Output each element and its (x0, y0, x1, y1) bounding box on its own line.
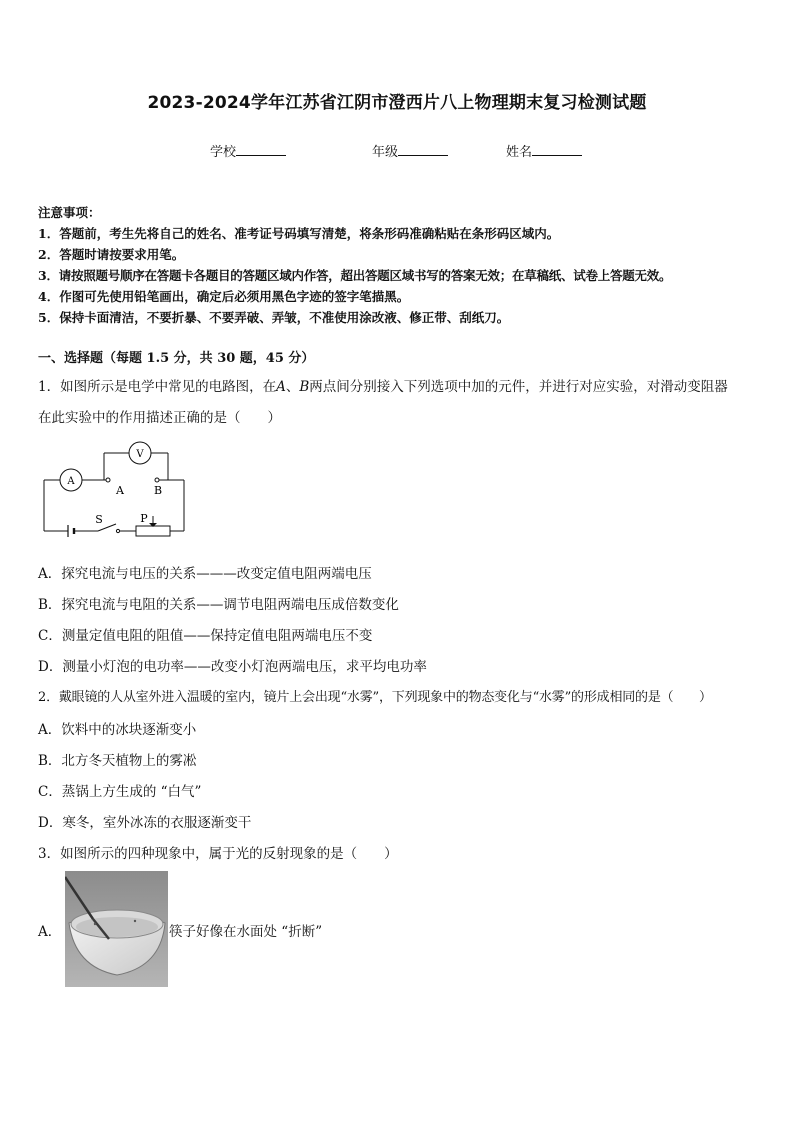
q1-text-post: 两点间分别接入下列选项中加的元件，并进行对应实验，对滑动变阻器 (309, 379, 728, 395)
school-blank (236, 141, 286, 156)
grade-blank (398, 141, 448, 156)
terminal-b (155, 478, 159, 482)
note-item: 3．请按照题号顺序在答题卡各题目的答题区域内作答，超出答题区域书写的答案无效；在草稿纸、试卷上答题无效。 (38, 268, 672, 283)
q1-option-a: A．探究电流与电压的关系———改变定值电阻两端电压 (38, 566, 372, 582)
q1-point-a: A (276, 379, 286, 395)
name-label: 姓名 (506, 145, 533, 160)
voltmeter-label: V (136, 449, 144, 460)
question-3-stem: 3．如图所示的四种现象中，属于光的反射现象的是（ ） (38, 846, 398, 862)
q1-option-c: C．测量定值电阻的阻值——保持定值电阻两端电压不变 (38, 628, 373, 644)
q1-text: 1．如图所示是电学中常见的电路图，在 (38, 379, 277, 395)
point-a-label: A (116, 484, 124, 497)
note-item: 1．答题前，考生先将自己的姓名、准考证号码填写清楚，将条形码准确粘贴在条形码区域内。 (38, 226, 560, 241)
switch-label: S (95, 513, 103, 526)
question-1-stem-line2: 在此实验中的作用描述正确的是（ ） (38, 410, 281, 426)
school-field (210, 141, 286, 160)
q2-option-c: C．蒸锅上方生成的 “白气” (38, 784, 202, 800)
q1-option-b: B．探究电流与电阻的关系——调节电阻两端电压成倍数变化 (38, 597, 399, 613)
ammeter-label: A (67, 476, 75, 487)
notes-heading: 注意事项： (38, 205, 101, 220)
question-2-stem: 2．戴眼镜的人从室外进入温暖的室内，镜片上会出现“水雾”，下列现象中的物态变化与“水雾”的形成相同的是（ ） (38, 690, 712, 705)
q1-option-d: D．测量小灯泡的电功率——改变小灯泡两端电压，求平均电功率 (38, 659, 427, 675)
q1-sep: 、 (285, 379, 300, 395)
page-title: 2023-2024学年江苏省江阴市澄西片八上物理期末复习检测试题 (147, 93, 647, 113)
circuit-diagram (36, 440, 186, 540)
note-item: 4．作图可先使用铅笔画出，确定后必须用黑色字迹的签字笔描黑。 (38, 289, 410, 304)
q2-option-a: A．饮料中的冰块逐渐变小 (38, 722, 197, 738)
grade-field (372, 141, 448, 160)
terminal-a (106, 478, 110, 482)
q2-option-b: B．北方冬天植物上的雾凇 (38, 753, 197, 769)
note-item: 5．保持卡面清洁，不要折暴、不要弄破、弄皱，不准使用涂改液、修正带、刮纸刀。 (38, 310, 510, 325)
q1-point-b: B (299, 379, 310, 395)
slider-label: P (140, 512, 148, 525)
name-blank (532, 141, 582, 156)
name-field (506, 141, 582, 160)
grade-label: 年级 (372, 145, 399, 160)
chopsticks-bowl-image (65, 871, 168, 987)
note-item: 2．答题时请按要求用笔。 (38, 247, 185, 262)
q3-option-a-label: A． (38, 924, 62, 940)
question-1-stem (38, 375, 728, 395)
section-heading: 一、选择题（每题 1.5 分，共 30 题，45 分） (38, 351, 315, 366)
school-label: 学校 (210, 145, 237, 160)
point-b-label: B (153, 484, 163, 497)
q2-option-d: D．寒冬，室外冰冻的衣服逐渐变干 (38, 815, 252, 831)
q3-option-a-text: 筷子好像在水面处 “折断” (169, 924, 323, 940)
rheostat-symbol (136, 526, 170, 536)
